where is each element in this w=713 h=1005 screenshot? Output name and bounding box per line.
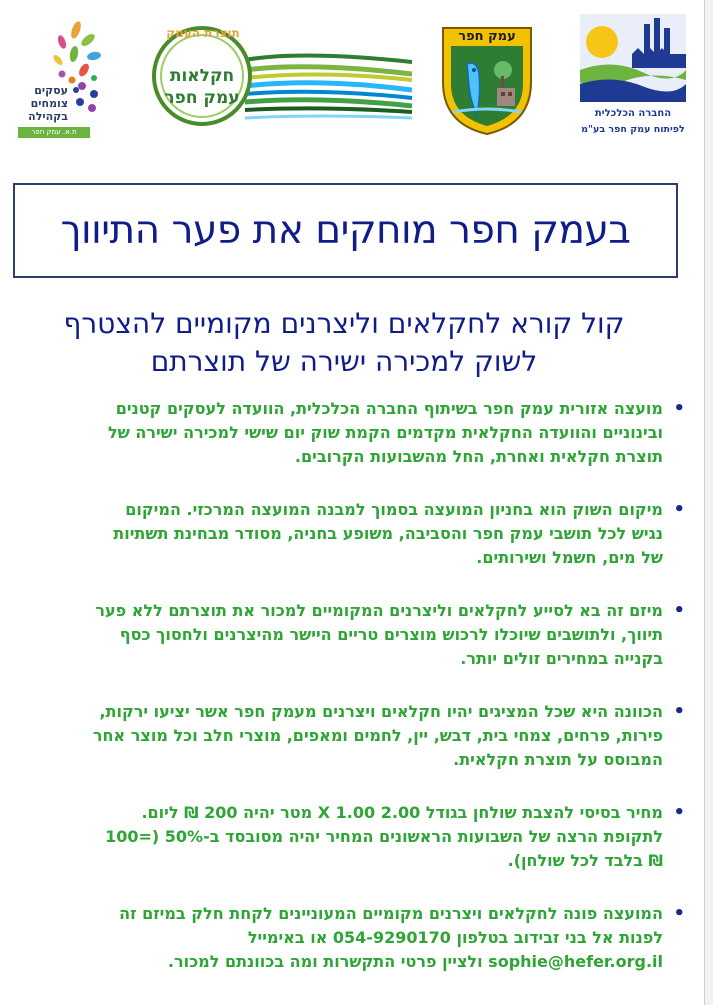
small-business-text bbox=[20, 84, 68, 123]
small-business-line3: בקהילה bbox=[28, 110, 68, 123]
small-business-line1: עסקים bbox=[34, 84, 68, 97]
subtitle bbox=[10, 305, 678, 381]
local-produce-logo bbox=[150, 20, 412, 132]
bullet-line: ובינוניים והוועדה החקלאית מקדמים הקמת שוק יום שישי למכירה ישירה של bbox=[107, 423, 663, 442]
council-banner-text: עמק חפר bbox=[458, 29, 516, 44]
bullet-line: תיווך, ולתושבים שיוכלו לרכוש מוצרים טריים היישר מהיצרנים ולחסוך כסף bbox=[119, 625, 663, 644]
bullet-line: ₪ בלבד לכל שולחן). bbox=[507, 851, 663, 870]
bullet-line: • הכוונה היא שכל המציגים יהיו חקלאים ויצרנים מעמק חפר אשר יציעו ירקות, bbox=[99, 702, 663, 721]
bullet-line: פירות, פרחים, צמחי בית, דבש, יין, לחמים ומאפים, מוצרי חלב וכל מוצר אחר bbox=[92, 726, 663, 745]
bullet-market-location bbox=[25, 498, 685, 570]
economic-company-graphic bbox=[572, 8, 694, 108]
bullet-initiative-purpose bbox=[25, 599, 685, 671]
bullet-line: לתקופת הרצה של השבועות הראשונים המחיר יהיה מסובסד ב-50% (=100 bbox=[105, 827, 663, 846]
page-title: בעמק חפר מוחקים את פער התיווך bbox=[60, 208, 631, 253]
economic-company-logo bbox=[572, 8, 694, 140]
bullet-market-initiative bbox=[25, 397, 685, 469]
small-business-logo bbox=[18, 14, 106, 140]
bullet-table-price bbox=[25, 801, 685, 873]
logo-row bbox=[0, 0, 705, 150]
bullet-line: נגיש לכל תושבי עמק חפר והסביבה, משופע בחניה, מסודר מבחינת תשתיות bbox=[113, 524, 663, 543]
bullet-line: • מיקום השוק הוא בחניון המועצה בסמוך למבנה המועצה המרכזי. המיקום bbox=[125, 500, 663, 519]
small-business-tag: ת.א. עמק חפר bbox=[18, 127, 90, 138]
bullet-exhibitors bbox=[25, 700, 685, 772]
bullet-line: • מועצה אזורית עמק חפר בשיתוף החברה הכלכלית, הוועדה לעסקים קטנים bbox=[115, 399, 663, 418]
bullet-line: • המועצה פונה לחקלאים ויצרנים מקומיים המעוניינים לקחת חלק במיזם זה bbox=[119, 904, 663, 923]
bullet-contact-info bbox=[25, 902, 685, 974]
produce-line1: חקלאות bbox=[169, 66, 235, 86]
bullet-line: בקנייה במחירים זולים יותר. bbox=[460, 649, 663, 668]
bullet-line: לפנות אל בני זבידוב בטלפון 054-9290170 או באימייל bbox=[247, 928, 663, 947]
economic-company-line2: לפיתוח עמק חפר בע"מ bbox=[581, 124, 685, 135]
bullet-line: sophie@hefer.org.il ולציין פרטי התקשרות ומה בכוונתם למכור. bbox=[167, 952, 663, 971]
page-edge bbox=[704, 0, 713, 1005]
subtitle-line1: קול קורא לחקלאים וליצרנים מקומיים להצטרף bbox=[63, 307, 625, 340]
produce-arc-text: תוצרת העמק bbox=[166, 26, 240, 40]
bullet-line: • מחיר בסיסי להצבת שולחן בגודל 2.00 X 1.00 מטר יהיה 200 ₪ ליום. bbox=[141, 803, 663, 822]
regional-council-emblem bbox=[437, 24, 537, 136]
headline-box bbox=[13, 183, 678, 278]
bullet-line: של מים, חשמל ושירותים. bbox=[476, 548, 663, 567]
small-business-line2: צומחים bbox=[30, 97, 68, 110]
bullet-line: תוצרת חקלאית ואחרת, החל מהשבועות הקרובים. bbox=[294, 447, 663, 466]
economic-company-line1: החברה הכלכלית bbox=[594, 108, 672, 119]
produce-line2: עמק חפר bbox=[164, 88, 240, 108]
subtitle-line2: לשוק למכירה ישירה של תוצרתם bbox=[150, 345, 538, 378]
bullet-line: • מיזם זה בא לסייע לחקלאים וליצרנים המקומיים למכור את תוצרתם ללא פער bbox=[95, 601, 663, 620]
bullet-line: המבוסס על תוצרת חקלאית. bbox=[453, 750, 663, 769]
bullet-list bbox=[25, 397, 685, 974]
